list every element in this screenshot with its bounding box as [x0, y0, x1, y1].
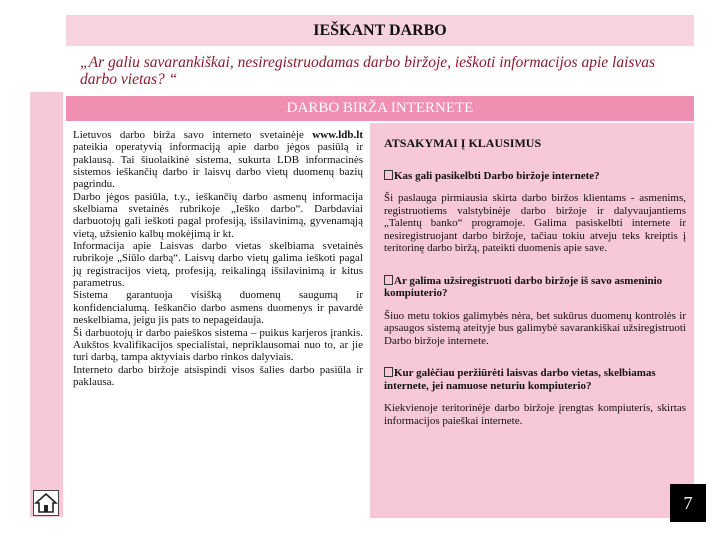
- checkbox-icon: [384, 275, 393, 285]
- page-number: 7: [683, 492, 693, 513]
- answer: Kiekvienoje teritorinėje darbo biržoje įrengtas kompiuteris, skirtas informacijos paieškai internete.: [384, 402, 686, 427]
- question: [384, 367, 686, 392]
- paragraph: Ši darbuotojų ir darbo paieškos sistema – puikus karjeros įrankis. Aukštos kvalifikacijos specialistai, nepriklausomai nuo to, ar jie turi darbą, tampa aktyviais darbo rinkos dalyviais.: [73, 326, 363, 364]
- home-button[interactable]: [33, 490, 59, 516]
- home-icon: [34, 491, 58, 515]
- intro-paragraph: [73, 129, 363, 191]
- paragraph: Sistema garantuoja visišką duomenų saugumą ir konfidencialumą. Ieškančio darbo asmens duomenys ir pavardė neskelbiama, jeigu jis pats to nepageidauja.: [73, 289, 363, 327]
- question: [384, 170, 686, 183]
- left-decorative-strip: [30, 92, 63, 517]
- intro-prefix: Lietuvos darbo birža savo interneto svetainėje: [73, 129, 313, 141]
- site-link[interactable]: www.ldb.lt: [312, 129, 363, 141]
- paragraph: Informacija apie Laisvas darbo vietas skelbiama svetainės rubrikoje „Siūlo darbą“. Laisvų darbo vietų galima ieškoti pagal jų registracijos vietą, profesiją, reikalingą išsilavinimą ir kitus parametrus.: [73, 240, 363, 290]
- intro-rest: pateikia operatyvią informaciją apie darbo jėgos pasiūlą ir paklausą. Tai šiuolaikinė sistema, sukurta LDB informacinės sistemos ieškančių darbo ir laisvų darbo vietų duomenų bazių pagrindu.: [73, 141, 363, 191]
- question-text: Ar galima užsiregistruoti darbo biržoje iš savo asmeninio kompiuterio?: [384, 274, 663, 299]
- answer: Šiuo metu tokios galimybės nėra, bet sukūrus duomenų kontrolės ir apsaugos sistemą ateityje bus galimybė savarankiškai užsiregistruoti Darbo biržoje internete.: [384, 309, 686, 347]
- slide-title: IEŠKANT DARBO: [313, 21, 447, 39]
- section-title-bar: [66, 96, 694, 121]
- left-text-column: [66, 123, 369, 518]
- checkbox-icon: [384, 170, 393, 180]
- qa-heading: ATSAKYMAI Į KLAUSIMUS: [384, 136, 542, 150]
- question: [384, 275, 686, 300]
- checkbox-icon: [384, 367, 393, 377]
- qa-panel: [370, 123, 694, 518]
- section-title: DARBO BIRŽA INTERNETE: [286, 100, 474, 116]
- answer: Ši paslauga pirmiausia skirta darbo biržos klientams - asmenims, registruotiems valstybinėje darbo biržoje ir dalyvaujantiems „Talentų banko“ programoje. Galima pasiskelbti internete ir nesiregistruojant darbo biržoje, tačiau tokiu atveju teks kreiptis į teritorinę darbo biržą, pateikti duomenis apie save.: [384, 192, 686, 254]
- question-text: Kur galėčiau peržiūrėti laisvas darbo vietas, skelbiamas internete, jei namuose neturiu kompiuterio?: [384, 367, 656, 392]
- paragraph: Darbo jėgos pasiūla, t.y., ieškančių darbo asmenų informacija skelbiama svetainės rubrikoje „Ieško darbo“. Darbdaviai darbuotojų gali ieškoti pagal profesiją, išsilavinimą, gyvenamąją vietą, užsienio kalbų mokėjimą ir kt.: [73, 190, 363, 240]
- slide-title-bar: [66, 15, 694, 46]
- paragraph: Interneto darbo biržoje atsispindi visos šalies darbo pasiūla ir paklausa.: [73, 363, 363, 388]
- page-number-badge: [670, 484, 706, 522]
- intro-quote: „Ar galiu savarankiškai, nesiregistruodamas darbo biržoje, ieškoti informacijos apie laisvas darbo vietas? “: [80, 54, 656, 88]
- question-text: Kas gali pasikelbti Darbo biržoje internete?: [394, 169, 600, 182]
